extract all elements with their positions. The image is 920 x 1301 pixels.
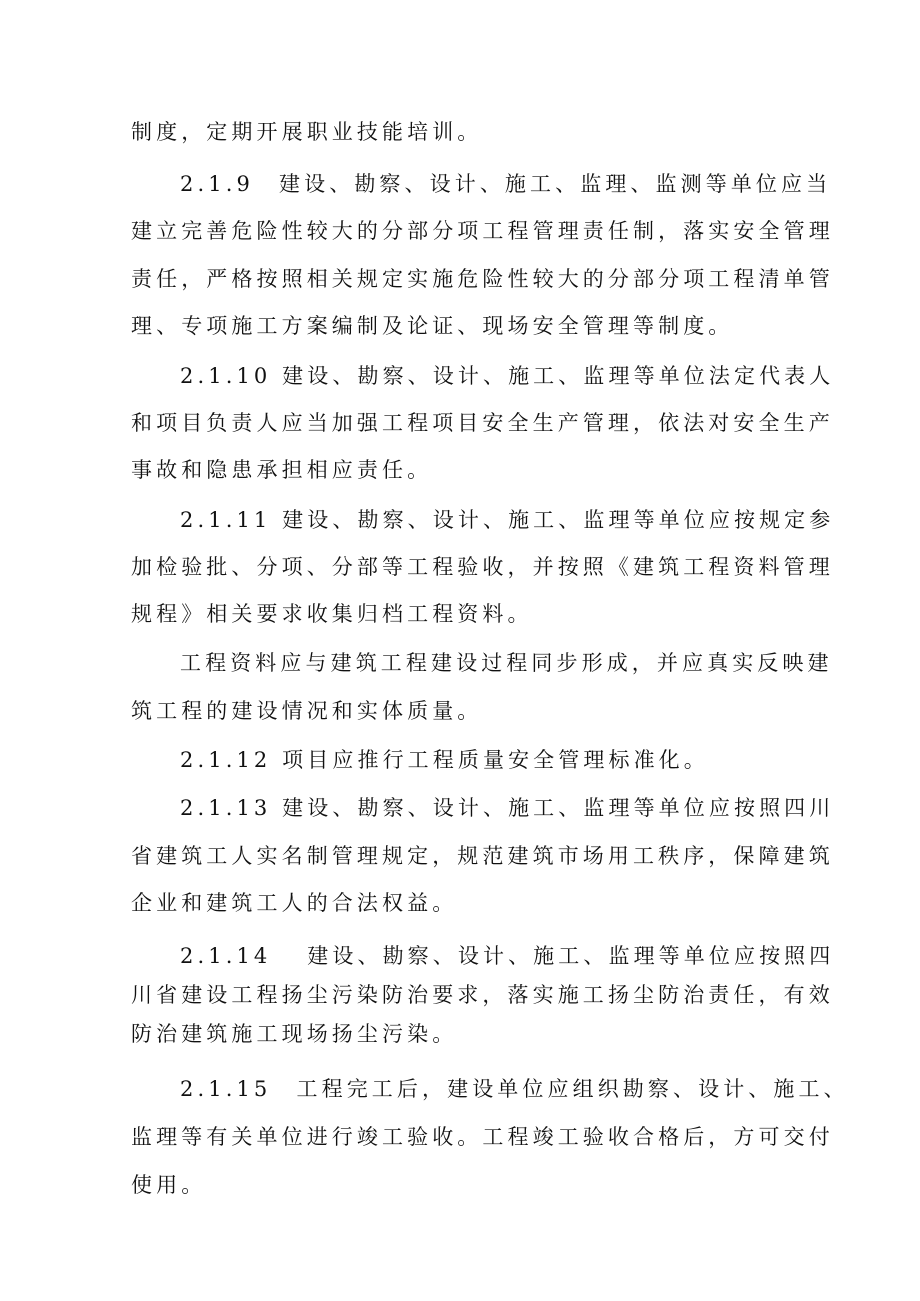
- text-line: 责任，严格按照相关规定实施危险性较大的分部分项工程清单管: [131, 267, 834, 291]
- paragraph-start: 工程资料应与建筑工程建设过程同步形成，并应真实反映建: [180, 651, 833, 675]
- clause-2-1-14: 2.1.14 建设、勘察、设计、施工、监理等单位应按照四: [180, 944, 835, 968]
- text-line: 制度，定期开展职业技能培训。: [131, 120, 483, 144]
- text-line: 省建筑工人实名制管理规定，规范建筑市场用工秩序，保障建筑: [131, 844, 834, 868]
- text-line: 川省建设工程扬尘污染防治要求，落实施工扬尘防治责任，有效: [131, 983, 834, 1007]
- text-line: 建立完善危险性较大的分部分项工程管理责任制，落实安全管理: [131, 219, 834, 243]
- clause-2-1-9: 2.1.9 建设、勘察、设计、施工、监理、监测等单位应当: [180, 172, 832, 196]
- text-line: 使用。: [131, 1173, 207, 1197]
- text-line: 和项目负责人应当加强工程项目安全生产管理，依法对安全生产: [131, 411, 834, 435]
- text-line: 事故和隐患承担相应责任。: [131, 458, 433, 482]
- text-line: 监理等有关单位进行竣工验收。工程竣工验收合格后，方可交付: [131, 1125, 834, 1149]
- text-line: 企业和建筑工人的合法权益。: [131, 891, 458, 915]
- text-line: 加检验批、分项、分部等工程验收，并按照《建筑工程资料管理: [131, 555, 834, 579]
- clause-2-1-11: 2.1.11 建设、勘察、设计、施工、监理等单位应按规定参: [180, 508, 835, 532]
- clause-2-1-10: 2.1.10 建设、勘察、设计、施工、监理等单位法定代表人: [180, 364, 835, 388]
- text-line: 规程》相关要求收集归档工程资料。: [131, 602, 533, 626]
- text-line: 筑工程的建设情况和实体质量。: [131, 699, 483, 723]
- text-line: 理、专项施工方案编制及论证、现场安全管理等制度。: [131, 314, 734, 338]
- clause-2-1-15: 2.1.15 工程完工后，建设单位应组织勘察、设计、施工、: [180, 1077, 849, 1101]
- clause-2-1-12: 2.1.12 项目应推行工程质量安全管理标准化。: [180, 748, 709, 772]
- clause-2-1-13: 2.1.13 建设、勘察、设计、施工、监理等单位应按照四川: [180, 796, 835, 820]
- text-line: 防治建筑施工现场扬尘污染。: [131, 1022, 458, 1046]
